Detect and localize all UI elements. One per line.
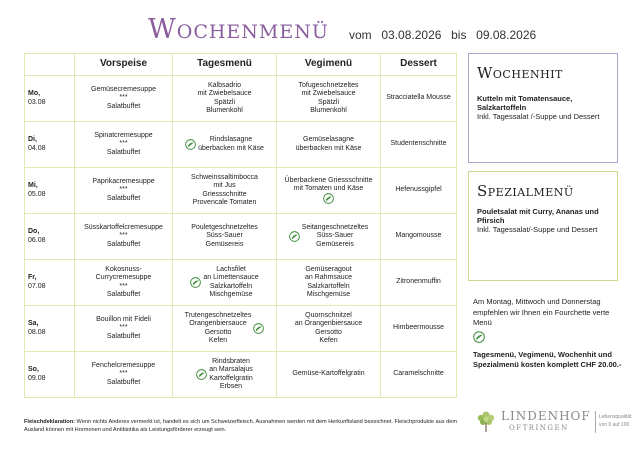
vegimenu-line: mit Zwiebelsauce (301, 90, 356, 98)
menu-table (24, 53, 457, 398)
vorspeise-line: Kokosnuss- (105, 265, 142, 273)
day-date: 05.08 (28, 191, 46, 198)
day-name: Do, (28, 227, 40, 235)
tagesmenu-line: Pouletgeschnetzeltes (191, 224, 258, 232)
spezialmenu-title: Spezialmenü (477, 182, 574, 200)
wochenhit-dish: Kutteln mit Tomatensauce, Salzkartoffeln (477, 94, 573, 112)
tagesmenu-line: mit Jus (213, 182, 236, 190)
fourchette-verte-icon (473, 331, 485, 343)
vegimenu-line: mit Tomaten und Käse (293, 185, 364, 192)
vorspeise-line: Gemüsecremesuppe (91, 86, 156, 94)
vorspeise-lines (77, 132, 170, 157)
tagesmenu-lines (198, 136, 264, 153)
vorspeise-lines (77, 86, 170, 111)
spezialmenu-dish: Pouletsalat mit Curry, Ananas und Pfirsich (477, 207, 599, 225)
vorspeise-line: Fenchelcremesuppe (91, 362, 156, 370)
menu-row (25, 76, 457, 122)
fourchette-verte-icon (185, 139, 196, 150)
vorspeise-cell (75, 260, 173, 306)
tagesmenu-line: Süss-Sauer (206, 232, 243, 240)
vorspeise-line: *** (119, 232, 128, 240)
date-mid: bis (451, 28, 467, 42)
vegimenu-line: Salzkartoffeln (307, 282, 350, 290)
logo-place: OFTRINGEN (509, 424, 569, 432)
dessert-cell: Stracciatella Mousse (381, 76, 457, 122)
vegimenu-line: Kefen (319, 336, 338, 344)
vegimenu-line: an Rahmsauce (304, 274, 353, 282)
tagesmenu-line: Kartoffelgratin (209, 374, 253, 382)
vegimenu-line: Seitangeschnetzeltes (301, 224, 369, 232)
column-header-tagesmenu: Tagesmenü (173, 54, 277, 76)
vorspeise-line: *** (119, 186, 128, 194)
vorspeise-line: Salatbuffet (106, 240, 141, 248)
fourchette-verte-icon (323, 193, 334, 204)
tagesmenu-line: mit Zwiebelsauce (197, 90, 252, 98)
vegimenu-cell (277, 260, 381, 306)
vorspeise-line: *** (119, 94, 128, 102)
vorspeise-cell (75, 214, 173, 260)
wochenhit-title: Wochenhit (477, 64, 563, 82)
tagesmenu-line: Salzkartoffeln (209, 282, 253, 290)
vegimenu-line: Gersotto (315, 328, 342, 336)
spezialmenu-note: Inkl. Tagessalat/-Suppe und Dessert (477, 225, 598, 234)
column-header-vegimenu: Vegimenü (277, 54, 381, 76)
day-name: So, (28, 365, 39, 373)
vorspeise-line: *** (119, 370, 128, 378)
fourchette-verte-icon (289, 231, 300, 242)
tagesmenu-cell (173, 306, 277, 352)
vorspeise-cell (75, 76, 173, 122)
tagesmenu-lines (203, 266, 258, 299)
vorspeise-cell (75, 306, 173, 352)
tagesmenu-line: Kalbsadrio (207, 81, 242, 89)
day-name: Mi, (28, 181, 38, 189)
dessert-cell: Zitronenmuffin (381, 260, 457, 306)
menu-row (25, 214, 457, 260)
vorspeise-line: Salatbuffet (106, 194, 141, 202)
column-header-vorspeise: Vorspeise (75, 54, 173, 76)
date-range (349, 28, 536, 42)
meat-declaration-label: Fleischdeklaration: (24, 419, 75, 425)
tagesmenu-line: Kefen (208, 336, 228, 344)
vegimenu-cell (277, 214, 381, 260)
dessert-cell: Hefenussgipfel (381, 168, 457, 214)
dessert-cell: Studentenschnitte (381, 122, 457, 168)
day-cell (25, 306, 75, 352)
vegimenu-line: überbacken mit Käse (295, 144, 362, 152)
tagesmenu-cell (173, 260, 277, 306)
wochenhit-note: Inkl. Tagessalat /-Suppe und Dessert (477, 112, 600, 121)
spezialmenu-body (477, 207, 611, 234)
tagesmenu-line: Mischgemüse (209, 290, 253, 298)
vegimenu-line: Tofugeschnetzeltes (298, 81, 359, 89)
tagesmenu-cell (173, 122, 277, 168)
tagesmenu-line: Blumenkohl (206, 106, 243, 114)
tagesmenu-line: Lachsfilet (216, 265, 246, 273)
dessert-cell: Caramelschnitte (381, 352, 457, 398)
vorspeise-cell (75, 352, 173, 398)
day-name: Mo, (28, 89, 41, 97)
vegimenu-line: Mischgemüse (306, 290, 351, 298)
lindenhof-logo (475, 408, 632, 438)
dessert-cell: Mangomousse (381, 214, 457, 260)
vorspeise-line: *** (119, 140, 128, 148)
vegimenu-cell (277, 352, 381, 398)
day-date: 07.08 (28, 283, 46, 290)
fourchette-verte-icon (253, 323, 264, 334)
vorspeise-line: *** (119, 282, 128, 290)
tagesmenu-lines (175, 224, 274, 249)
tagesmenu-lines (209, 358, 253, 391)
vorspeise-line: Paprikacremesuppe (92, 178, 155, 186)
tagesmenu-line: Rindslasagne (209, 136, 253, 144)
vegimenu-line: Spätzli (317, 98, 339, 106)
vegimenu-line: Gemüselasagne (303, 136, 354, 144)
day-name: Fr, (28, 273, 37, 281)
menu-header-row (25, 54, 457, 76)
vorspeise-line: Spinatcremesuppe (94, 132, 153, 140)
vorspeise-lines (77, 178, 170, 203)
tagesmenu-line: Orangenbiersauce (189, 320, 247, 328)
vegimenu-lines (279, 82, 378, 115)
date-to: 09.08.2026 (476, 28, 537, 42)
vorspeise-cell (75, 122, 173, 168)
vorspeise-lines (77, 316, 170, 341)
column-header-dessert: Dessert (381, 54, 457, 76)
meat-declaration (24, 418, 464, 434)
date-from: 03.08.2026 (381, 28, 442, 42)
wochenhit-box (468, 53, 618, 163)
tagesmenu-line: Spätzli (213, 98, 235, 106)
tagesmenu-lines (185, 312, 252, 345)
menu-row (25, 260, 457, 306)
vegimenu-line: Gemüse-Kartoffelgratin (292, 370, 365, 378)
vegimenu-lines (279, 370, 378, 378)
price-note: Tagesmenü, Vegimenü, Wochenhit und Spezialmenü kosten komplett CHF 20.00.- (473, 350, 622, 369)
day-cell (25, 260, 75, 306)
tagesmenu-line: Gemüsereis (205, 240, 244, 248)
vegimenu-lines (279, 266, 378, 299)
day-cell (25, 214, 75, 260)
vorspeise-line: Süsskartoffelcremesuppe (84, 224, 163, 232)
logo-tagline-2: von 0 auf 100 (599, 422, 630, 428)
tagesmenu-line: Rindsbraten (212, 357, 250, 365)
vorspeise-line: Salatbuffet (106, 378, 141, 386)
day-cell (25, 168, 75, 214)
tagesmenu-line: Gersotto (204, 328, 232, 336)
wochenhit-body (477, 94, 611, 121)
vegimenu-cell (277, 76, 381, 122)
vorspeise-lines (77, 266, 170, 299)
menu-row (25, 352, 457, 398)
day-date: 09.08 (28, 375, 46, 382)
fourchette-verte-icon (190, 277, 201, 288)
vegimenu-line: Gemüseragout (305, 265, 352, 273)
tree-logo-icon (475, 408, 497, 434)
logo-tagline-1: Lebensqualität (599, 414, 632, 420)
vegimenu-cell (277, 122, 381, 168)
menu-row (25, 168, 457, 214)
tagesmenu-line: Provencale Tomaten (192, 198, 257, 206)
tagesmenu-line: an Marsalajus (209, 366, 253, 374)
tagesmenu-line: Schweinssaltimbocca (191, 173, 258, 181)
tagesmenu-cell (173, 214, 277, 260)
vegimenu-line: Überbackene Griessschnitte (284, 176, 373, 184)
vegimenu-line: Süss-Sauer (316, 232, 354, 240)
dessert-cell: Himbeermousse (381, 306, 457, 352)
vegimenu-lines (279, 177, 378, 194)
tagesmenu-line: Trutengeschnetzeltes (184, 311, 252, 319)
vegimenu-line: an Orangenbiersauce (294, 320, 363, 328)
vorspeise-cell (75, 168, 173, 214)
fourchette-verte-note: Am Montag, Mittwoch und Donnerstag empfehlen wir Ihnen ein Fourchette verte Menü (473, 297, 610, 327)
logo-name: LINDENHOF (501, 409, 591, 423)
day-date: 04.08 (28, 145, 46, 152)
day-name: Sa, (28, 319, 39, 327)
vegimenu-lines (279, 136, 378, 153)
tagesmenu-lines (175, 174, 274, 207)
tagesmenu-cell (173, 352, 277, 398)
tagesmenu-lines (175, 82, 274, 115)
day-date: 03.08 (28, 99, 46, 106)
day-cell (25, 122, 75, 168)
header (0, 6, 640, 56)
spezialmenu-box (468, 171, 618, 281)
date-prefix: vom (349, 28, 372, 42)
vorspeise-lines (77, 224, 170, 249)
tagesmenu-cell (173, 168, 277, 214)
logo-divider (595, 411, 596, 433)
vegimenu-lines (279, 312, 378, 345)
tagesmenu-line: Erbsen (219, 382, 243, 390)
day-date: 08.08 (28, 329, 46, 336)
vorspeise-line: Salatbuffet (106, 290, 141, 298)
column-header-day (25, 54, 75, 76)
vorspeise-line: Salatbuffet (106, 332, 141, 340)
tagesmenu-line: an Limettensauce (203, 274, 259, 282)
menu-row (25, 122, 457, 168)
vorspeise-lines (77, 362, 170, 387)
vegimenu-cell (277, 306, 381, 352)
tagesmenu-line: Griessschnitte (202, 190, 247, 198)
page-title: Wochenmenü (148, 14, 329, 45)
day-cell (25, 76, 75, 122)
vorspeise-line: *** (119, 324, 128, 332)
day-name: Di, (28, 135, 37, 143)
vegimenu-line: Gemüsereis (316, 240, 354, 248)
vorspeise-line: Currycremesuppe (95, 274, 152, 282)
vorspeise-line: Salatbuffet (106, 148, 141, 156)
tagesmenu-line: überbacken mit Käse (198, 144, 264, 152)
tagesmenu-cell (173, 76, 277, 122)
vegimenu-line: Blumenkohl (310, 106, 347, 114)
day-date: 06.08 (28, 237, 46, 244)
vorspeise-line: Bouillon mit Fideli (96, 316, 151, 324)
vegimenu-line: Quornschnitzel (305, 311, 352, 319)
vorspeise-line: Salatbuffet (106, 102, 141, 110)
day-cell (25, 352, 75, 398)
menu-row (25, 306, 457, 352)
vegimenu-cell (277, 168, 381, 214)
fourchette-verte-icon (196, 369, 207, 380)
vegimenu-lines (302, 224, 369, 249)
meat-declaration-text: Wenn nichts Anderes vermerkt ist, handelt es sich um Schweizerfleisch. Ausnahmen werden mit dem Herkunftsland bezeichnet. Fleischprodukte aus dem Ausland können mit Hormonen und Antibiotika als Leistungsförderer erzeugt sein. (24, 419, 457, 433)
